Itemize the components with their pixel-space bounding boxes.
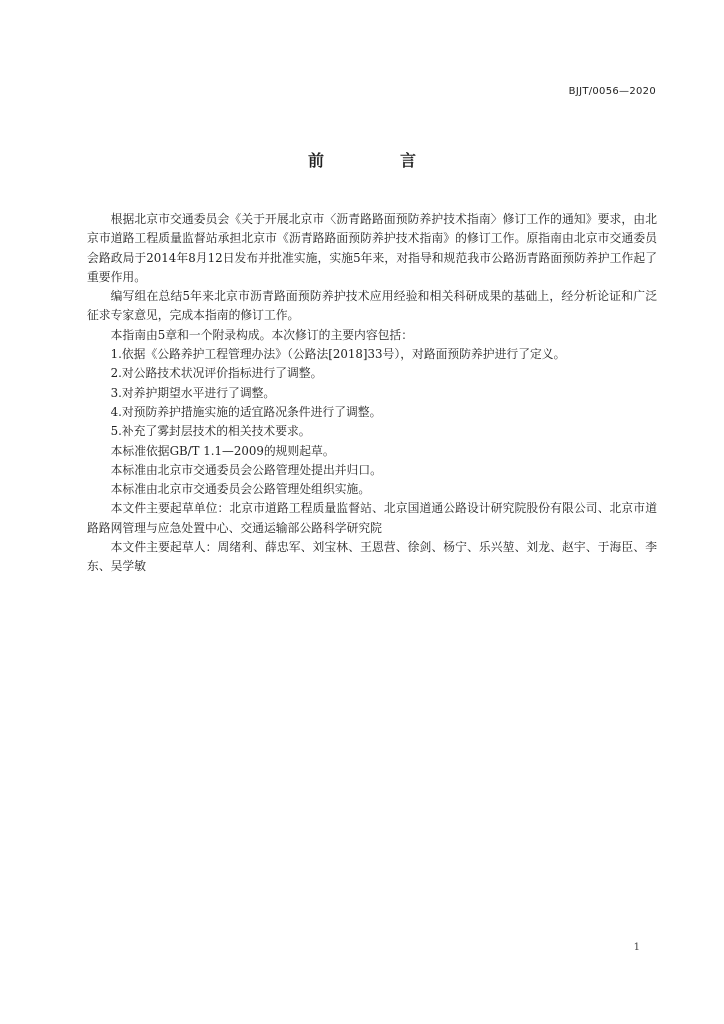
list-item-2: 2.对公路技术状况评价指标进行了调整。 — [110, 366, 323, 381]
list-item-3: 3.对养护期望水平进行了调整。 — [110, 385, 276, 400]
paragraph-drafting-units: 本文件主要起草单位：北京市道路工程质量监督站、北京国道通公路设计研究院股份有限公司、北京市道路路网管理与应急处置中心、交通运输部公路科学研究院 — [87, 501, 657, 535]
list-item-4: 4.对预防养护措施实施的适宜路况条件进行了调整。 — [110, 404, 382, 419]
page-number: 1 — [633, 942, 640, 953]
paragraph-structure: 本指南由5章和一个附录构成。本次修订的主要内容包括： — [110, 327, 414, 342]
list-item-1: 1.依据《公路养护工程管理办法》（公路法[2018]33号），对路面预防养护进行了定义。 — [110, 347, 566, 362]
list-item-5: 5.补充了雾封层技术的相关技术要求。 — [110, 424, 311, 439]
paragraph-proposer: 本标准由北京市交通委员会公路管理处提出并归口。 — [110, 462, 382, 477]
paragraph-drafters: 本文件主要起草人：周绪利、薛忠军、刘宝林、王恩营、徐剑、杨宁、乐兴堃、刘龙、赵宇、于海臣、李东、吴学敏 — [87, 540, 657, 574]
paragraph-drafting-rules: 本标准依据GB/T 1.1—2009的规则起草。 — [110, 443, 335, 458]
paragraph-implementer: 本标准由北京市交通委员会公路管理处组织实施。 — [110, 482, 371, 497]
foreword-body — [87, 210, 657, 577]
standard-code: BJJT/0056—2020 — [568, 86, 656, 97]
paragraph-revision-basis: 编写组在总结5年来北京市沥青路面预防养护技术应用经验和相关科研成果的基础上，经分析论证和广泛征求专家意见，完成本指南的修订工作。 — [87, 289, 657, 323]
page-title: 前 言 — [307, 151, 446, 170]
paragraph-background: 根据北京市交通委员会《关于开展北京市〈沥青路路面预防养护技术指南〉修订工作的通知》要求，由北京市道路工程质量监督站承担北京市《沥青路路面预防养护技术指南》的修订工作。原指南由北京市交通委员会路政局于2014年8月12日发布并批准实施，实施5年来，对指导和规范我市公路沥青路面预防养护工作起了重要作用。 — [87, 212, 657, 284]
